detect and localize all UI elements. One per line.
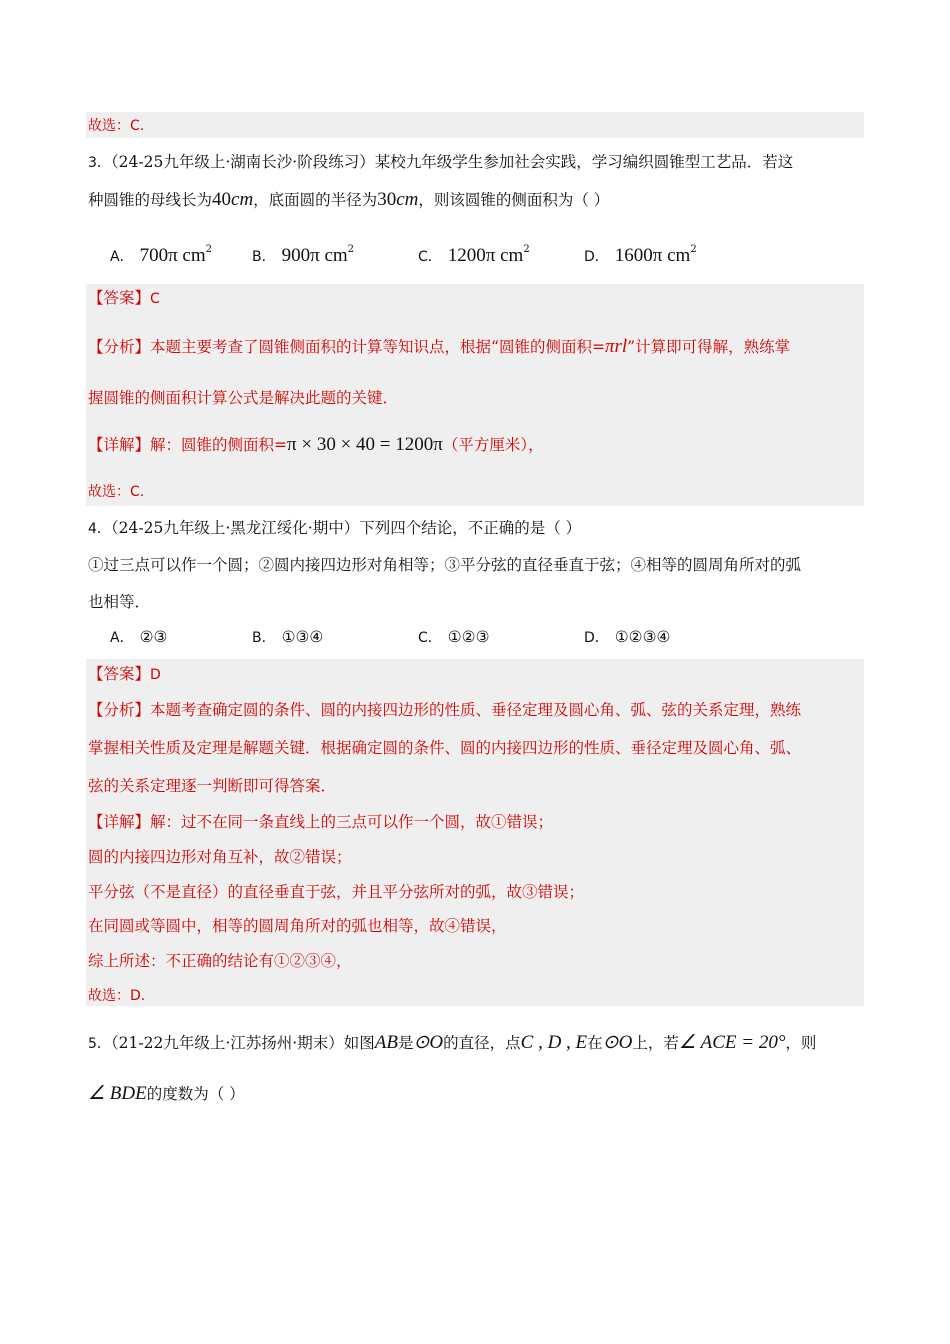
q3-analysis-line-2: 握圆锥的侧面积计算公式是解决此题的关键． — [88, 389, 399, 407]
q3-stem-text-2a: 种圆锥的母线长为 — [88, 191, 213, 209]
option-label: C． — [418, 249, 442, 265]
option-label: A． — [110, 249, 134, 265]
q5-circle-2: ⊙O — [602, 1032, 633, 1053]
q3-analysis-formula: πrl — [604, 336, 628, 357]
q3-radius-value: 30 — [377, 189, 397, 210]
q5-stem-text-2: 的度数为（ ） — [146, 1085, 245, 1103]
option-exponent: 2 — [347, 244, 355, 255]
q3-answer: C — [150, 291, 160, 307]
q3-number: 3． — [88, 155, 111, 171]
q5-stem-text-1d: 在 — [587, 1034, 603, 1052]
q3-length-value: 40 — [212, 189, 232, 210]
option-exponent: 2 — [690, 244, 697, 255]
q4-option-c[interactable] — [418, 624, 489, 651]
q4-analysis-line-2: 掌握相关性质及定理是解题关键．根据确定圆的条件、圆的内接四边形的性质、垂径定理及圆心角、弧、 — [88, 739, 802, 757]
q3-analysis-line-1 — [88, 336, 790, 358]
q4-stem-line-2: ①过三点可以作一个圆；②圆内接四边形对角相等；③平分弦的直径垂直于弦；④相等的圆周角所对的弧 — [88, 556, 802, 574]
q4-stem-line-1 — [88, 517, 581, 540]
option-exponent: 2 — [523, 244, 530, 255]
q5-stem-text-1c: 的直径，点 — [443, 1034, 521, 1052]
q4-stem-text-1: 下列四个结论，不正确的是（ ） — [359, 519, 582, 537]
option-label: B． — [252, 630, 276, 646]
option-value: 700π cm — [139, 245, 206, 266]
q5-source: （21-22九年级上·江苏扬州·期末） — [110, 1034, 344, 1052]
q4-answer-tag: 【答案】 — [88, 665, 151, 683]
q5-stem-line-2 — [88, 1083, 245, 1105]
option-label: B． — [252, 249, 276, 265]
q3-option-a[interactable] — [110, 237, 212, 270]
option-value: 900π cm — [281, 245, 348, 266]
option-value: ②③ — [139, 628, 168, 646]
q4-detail-tag: 【详解】 — [88, 813, 151, 831]
option-exponent: 2 — [205, 244, 213, 255]
q3-analysis-tag: 【分析】 — [88, 338, 151, 356]
q4-answer-line — [88, 663, 161, 686]
q3-source: （24-25九年级上·湖南长沙·阶段练习） — [110, 153, 375, 171]
q3-option-c[interactable] — [418, 237, 530, 270]
q3-stem-text-2b: ，底面圆的半径为 — [253, 191, 378, 209]
q3-stem-text-1: 某校九年级学生参加社会实践，学习编织圆锥型工艺品．若这 — [374, 153, 794, 171]
q5-segment: AB — [374, 1032, 398, 1053]
q5-number: 5． — [88, 1036, 111, 1052]
q3-detail-line-1 — [88, 434, 544, 456]
option-value: 1200π cm — [447, 245, 524, 266]
q4-answer: D — [150, 667, 161, 683]
q4-option-d[interactable] — [584, 624, 670, 651]
q4-detail-line-3: 平分弦（不是直径）的直径垂直于弦，并且平分弦所对的弧，故③错误； — [88, 883, 585, 901]
prev-conclusion: 故选：C. — [88, 118, 145, 134]
q4-detail-line-4: 在同圆或等圆中，相等的圆周角所对的弧也相等，故④错误， — [88, 917, 507, 935]
q3-conclusion: 故选：C. — [88, 484, 145, 500]
q3-answer-tag: 【答案】 — [88, 289, 151, 307]
q3-detail-formula: π × 30 × 40 = 1200π — [287, 434, 443, 455]
q5-stem-text-1f: ，则 — [785, 1034, 817, 1052]
option-value: 1600π cm — [614, 245, 691, 266]
q4-detail-line-2: 圆的内接四边形对角互补，故②错误； — [88, 848, 352, 866]
q5-stem-text-1a: 如图 — [343, 1034, 375, 1052]
option-value: ①③④ — [281, 628, 324, 646]
q5-angle-bde: ∠ BDE — [88, 1083, 147, 1104]
q4-analysis-line-3: 弦的关系定理逐一判断即可得答案． — [88, 777, 337, 795]
option-value: ①②③ — [447, 628, 490, 646]
option-label: D． — [584, 249, 609, 265]
q4-analysis-text-1: 本题考查确定圆的条件、圆的内接四边形的性质、垂径定理及圆心角、弧、弦的关系定理，熟练 — [150, 701, 802, 719]
q3-stem-line-1 — [88, 151, 793, 174]
option-label: A． — [110, 630, 134, 646]
q5-stem-line-1 — [88, 1032, 816, 1055]
q3-option-b[interactable] — [252, 237, 354, 270]
q4-detail-line-1 — [88, 811, 553, 833]
q3-radius-unit: cm — [396, 189, 419, 210]
q5-stem-text-1b: 是 — [397, 1034, 414, 1052]
q4-analysis-line-1 — [88, 699, 801, 721]
q3-detail-text-1a: 解：圆锥的侧面积= — [150, 436, 288, 454]
q3-analysis-text-1a: 本题主要考查了圆锥侧面积的计算等知识点，根据“圆锥的侧面积= — [150, 338, 605, 356]
q3-option-d[interactable] — [584, 237, 697, 270]
q4-detail-text-1: 解：过不在同一条直线上的三点可以作一个圆，故①错误； — [150, 813, 554, 831]
q3-stem-line-2 — [88, 189, 609, 211]
q4-analysis-tag: 【分析】 — [88, 701, 151, 719]
q5-points: C , D , E — [520, 1032, 588, 1053]
q3-stem-text-2c: ，则该圆锥的侧面积为（ ） — [418, 191, 610, 209]
option-label: C． — [418, 630, 442, 646]
q4-option-b[interactable] — [252, 624, 323, 651]
q4-number: 4． — [88, 521, 111, 537]
q4-option-a[interactable] — [110, 624, 167, 651]
q4-stem-line-3: 也相等． — [88, 593, 151, 611]
q3-detail-tag: 【详解】 — [88, 436, 151, 454]
q5-circle: ⊙O — [413, 1032, 444, 1053]
q4-source: （24-25九年级上·黑龙江绥化·期中） — [110, 519, 360, 537]
q3-detail-text-1b: （平方厘米）， — [442, 436, 544, 454]
q4-detail-line-5: 综上所述：不正确的结论有①②③④， — [88, 952, 352, 970]
q5-stem-text-1e: 上，若 — [632, 1034, 679, 1052]
q3-analysis-text-1b: ”计算即可得解，熟练掌 — [627, 338, 791, 356]
q3-answer-line — [88, 287, 160, 310]
q4-conclusion: 故选：D. — [88, 988, 146, 1004]
q3-length-unit: cm — [231, 189, 254, 210]
prev-solution-block — [86, 112, 864, 138]
q5-angle-ace: ∠ ACE = 20° — [678, 1032, 786, 1053]
option-value: ①②③④ — [614, 628, 671, 646]
option-label: D． — [584, 630, 609, 646]
